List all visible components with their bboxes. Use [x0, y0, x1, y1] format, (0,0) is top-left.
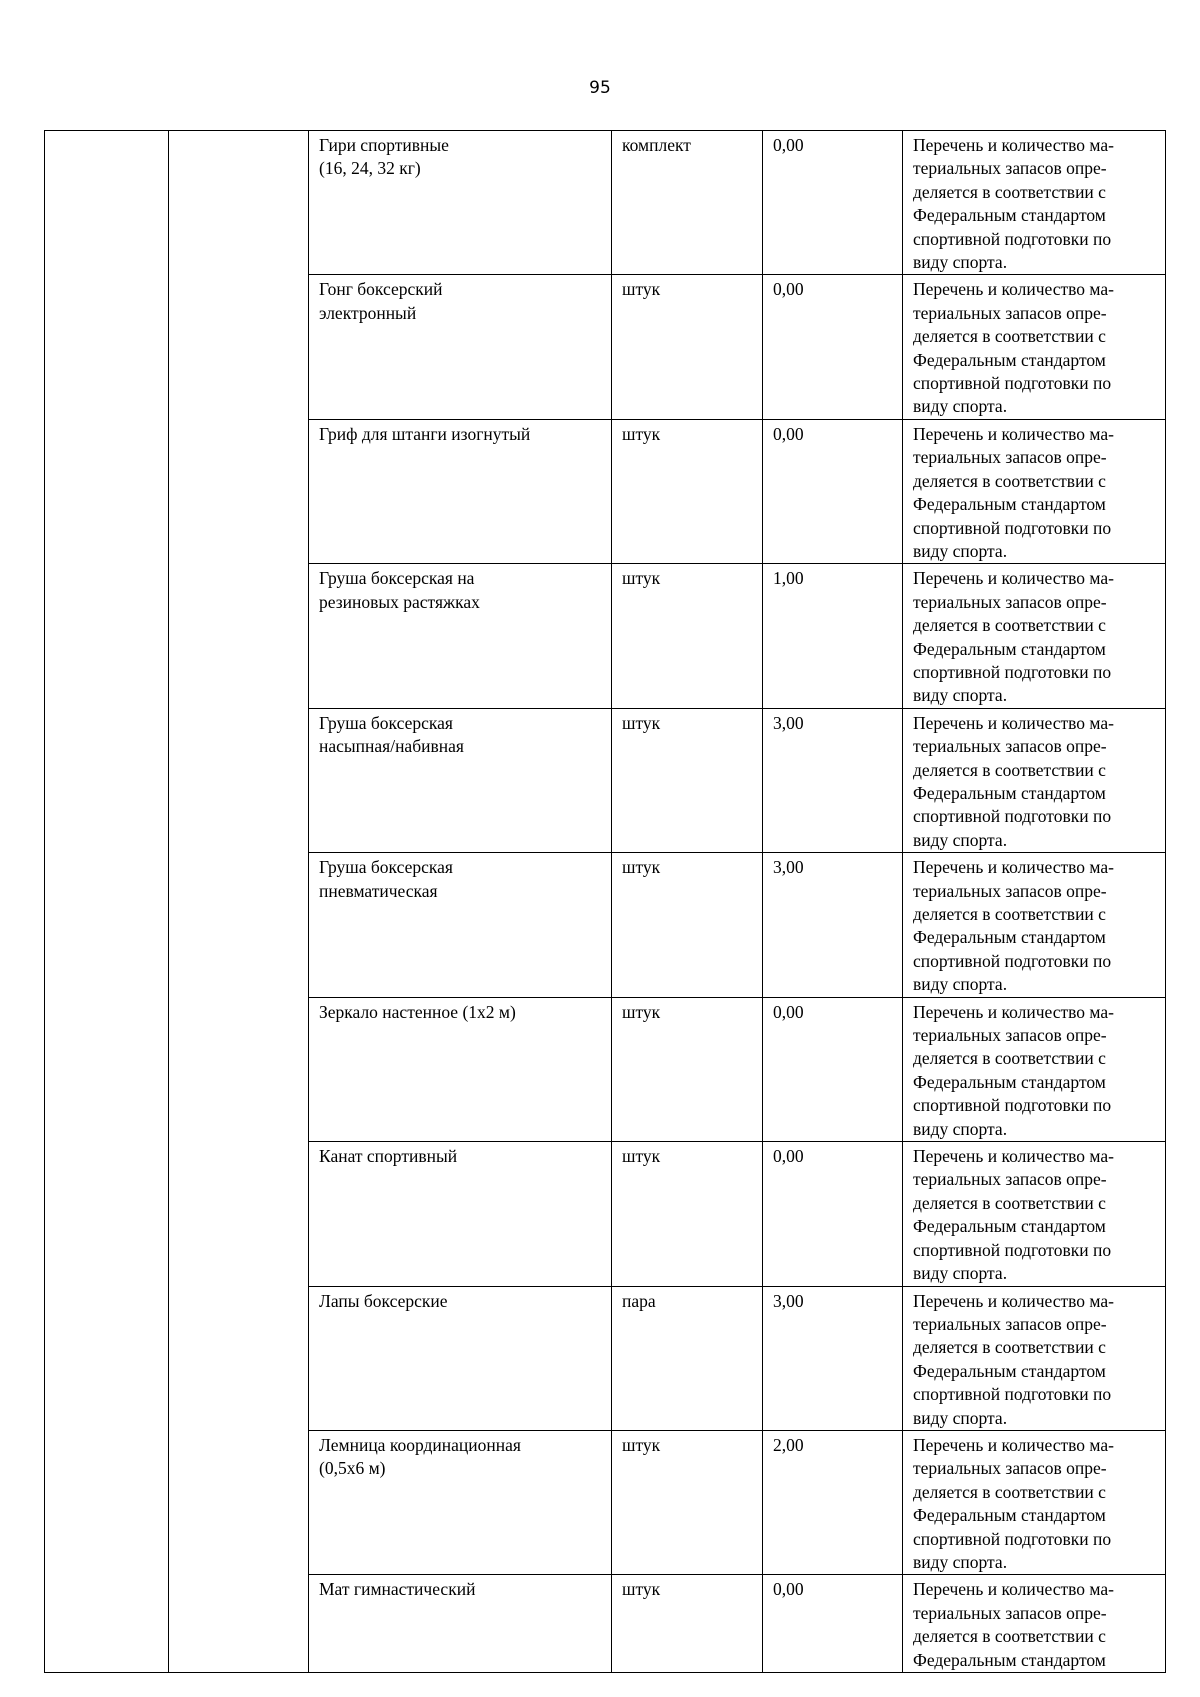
note-line: деляется в соответствии с [913, 759, 1106, 780]
note-cell [903, 1575, 1166, 1673]
note-line: деляется в соответствии с [913, 904, 1106, 924]
note-line: спортивной подготовки по [913, 950, 1112, 971]
note-line: виду спорта. [913, 974, 1008, 995]
quantity-cell [763, 708, 903, 852]
note-line: виду спорта. [913, 1263, 1008, 1284]
item-name-line: Лапы боксерские [319, 1290, 448, 1311]
note-line: териальных запасов опре- [913, 1602, 1107, 1623]
note-line: териальных запасов опре- [913, 302, 1107, 323]
note-line: Перечень и количество ма- [913, 1434, 1114, 1455]
item-name-line: Лемница координационная [319, 1434, 521, 1455]
note-line: спортивной подготовки по [913, 1095, 1112, 1116]
note-cell [903, 275, 1166, 419]
quantity-cell [763, 419, 903, 563]
quantity-text: 0,00 [773, 1579, 804, 1600]
blank-column-2 [169, 131, 309, 1673]
unit-cell [612, 708, 763, 852]
unit-cell [612, 1286, 763, 1430]
item-name-cell [309, 1430, 612, 1574]
unit-text: штук [622, 1001, 661, 1022]
unit-cell [612, 275, 763, 419]
note-line: Перечень и количество ма- [913, 1290, 1114, 1311]
item-name-cell [309, 708, 612, 852]
note-line: териальных запасов опре- [913, 1169, 1107, 1190]
note-line: Федеральным стандартом [913, 782, 1106, 803]
note-line: териальных запасов опре- [913, 1458, 1107, 1479]
note-line: Федеральным стандартом [913, 927, 1106, 948]
blank-column-1 [45, 131, 169, 1673]
item-name-cell [309, 419, 612, 563]
note-line: виду спорта. [913, 396, 1008, 417]
note-line: виду спорта. [913, 685, 1008, 706]
quantity-cell [763, 131, 903, 275]
note-line: спортивной подготовки по [913, 661, 1112, 682]
quantity-cell [763, 1575, 903, 1673]
quantity-text: 0,00 [773, 423, 804, 444]
note-line: виду спорта. [913, 829, 1008, 850]
item-name-line: насыпная/набивная [319, 736, 464, 757]
note-line: Перечень и количество ма- [913, 568, 1114, 589]
item-name-cell [309, 1142, 612, 1286]
note-line: деляется в соответствии с [913, 470, 1106, 491]
note-line: Федеральным стандартом [913, 349, 1106, 370]
item-name-cell [309, 564, 612, 708]
unit-text: штук [622, 423, 661, 444]
note-cell [903, 708, 1166, 852]
note-line: Федеральным стандартом [913, 1071, 1106, 1092]
unit-cell [612, 997, 763, 1141]
item-name-cell [309, 1286, 612, 1430]
note-line: деляется в соответствии с [913, 1337, 1106, 1358]
note-cell [903, 1430, 1166, 1574]
unit-text: штук [622, 857, 661, 878]
item-name-cell [309, 853, 612, 997]
note-line: спортивной подготовки по [913, 1384, 1112, 1405]
note-line: Перечень и количество ма- [913, 279, 1114, 300]
item-name-line: пневматическая [319, 880, 438, 901]
item-name-line: Гонг боксерский [319, 279, 443, 300]
unit-text: штук [622, 712, 661, 733]
unit-text: пара [622, 1290, 656, 1311]
unit-text: комплект [622, 135, 691, 155]
note-line: виду спорта. [913, 1118, 1008, 1139]
note-cell [903, 564, 1166, 708]
note-line: Перечень и количество ма- [913, 423, 1114, 444]
note-line: деляется в соответствии с [913, 181, 1106, 202]
item-name-line: Груша боксерская на [319, 568, 475, 589]
note-cell [903, 1142, 1166, 1286]
item-name-line: Гири спортивные [319, 135, 449, 155]
quantity-cell [763, 564, 903, 708]
item-name-line: электронный [319, 302, 417, 323]
table-body [45, 131, 1166, 1673]
note-line: териальных запасов опре- [913, 1025, 1107, 1046]
note-line: Федеральным стандартом [913, 1216, 1106, 1237]
item-name-cell [309, 1575, 612, 1673]
unit-cell [612, 1142, 763, 1286]
page-number: 95 [589, 78, 611, 98]
note-line: деляется в соответствии с [913, 1192, 1106, 1213]
unit-cell [612, 1430, 763, 1574]
unit-cell [612, 853, 763, 997]
unit-text: штук [622, 279, 661, 300]
item-name-cell [309, 997, 612, 1141]
table-row [45, 131, 1166, 275]
note-line: Федеральным стандартом [913, 638, 1106, 659]
item-name-line: Груша боксерская [319, 712, 453, 733]
note-line: виду спорта. [913, 1407, 1008, 1428]
note-cell [903, 1286, 1166, 1430]
item-name-line: Груша боксерская [319, 857, 453, 878]
item-name-cell [309, 275, 612, 419]
note-cell [903, 997, 1166, 1141]
note-line: териальных запасов опре- [913, 447, 1107, 468]
quantity-text: 3,00 [773, 712, 804, 733]
note-line: спортивной подготовки по [913, 1528, 1112, 1549]
item-name-line: (0,5х6 м) [319, 1458, 386, 1479]
unit-cell [612, 419, 763, 563]
note-line: териальных запасов опре- [913, 1313, 1107, 1334]
unit-text: штук [622, 1146, 661, 1167]
quantity-cell [763, 1430, 903, 1574]
note-line: териальных запасов опре- [913, 591, 1107, 612]
note-line: виду спорта. [913, 540, 1008, 561]
note-line: Перечень и количество ма- [913, 712, 1114, 733]
note-line: териальных запасов опре- [913, 880, 1107, 901]
quantity-text: 3,00 [773, 1290, 804, 1311]
equipment-table [44, 130, 1166, 1673]
quantity-cell [763, 1286, 903, 1430]
unit-cell [612, 131, 763, 275]
item-name-line: Мат гимнастический [319, 1579, 476, 1600]
quantity-cell [763, 853, 903, 997]
note-line: спортивной подготовки по [913, 373, 1112, 394]
quantity-text: 2,00 [773, 1434, 804, 1455]
note-line: Федеральным стандартом [913, 1505, 1106, 1526]
note-line: деляется в соответствии с [913, 1626, 1106, 1647]
item-name-line: Канат спортивный [319, 1146, 458, 1167]
quantity-text: 3,00 [773, 857, 804, 878]
quantity-cell [763, 1142, 903, 1286]
note-line: спортивной подготовки по [913, 1239, 1112, 1260]
item-name-line: Зеркало настенное (1х2 м) [319, 1001, 516, 1022]
item-name-cell [309, 131, 612, 275]
quantity-text: 0,00 [773, 279, 804, 300]
unit-text: штук [622, 1434, 661, 1455]
unit-text: штук [622, 1579, 661, 1600]
note-line: Перечень и количество ма- [913, 135, 1114, 155]
note-line: спортивной подготовки по [913, 517, 1112, 538]
quantity-text: 0,00 [773, 135, 804, 155]
note-cell [903, 131, 1166, 275]
note-line: Перечень и количество ма- [913, 857, 1114, 878]
quantity-text: 0,00 [773, 1146, 804, 1167]
unit-text: штук [622, 568, 661, 589]
item-name-line: резиновых растяжках [319, 591, 480, 612]
note-line: Федеральным стандартом [913, 1649, 1106, 1670]
note-line: Федеральным стандартом [913, 1360, 1106, 1381]
note-line: Перечень и количество ма- [913, 1001, 1114, 1022]
quantity-text: 1,00 [773, 568, 804, 589]
note-line: виду спорта. [913, 252, 1008, 273]
quantity-text: 0,00 [773, 1001, 804, 1022]
note-cell [903, 419, 1166, 563]
item-name-line: Гриф для штанги изогнутый [319, 423, 531, 444]
note-line: виду спорта. [913, 1551, 1008, 1572]
note-line: Перечень и количество ма- [913, 1579, 1114, 1600]
note-line: териальных запасов опре- [913, 736, 1107, 757]
note-line: деляется в соответствии с [913, 1048, 1106, 1069]
unit-cell [612, 1575, 763, 1673]
note-line: спортивной подготовки по [913, 806, 1112, 827]
note-line: Федеральным стандартом [913, 205, 1106, 226]
item-name-line: (16, 24, 32 кг) [319, 158, 421, 179]
quantity-cell [763, 275, 903, 419]
note-line: спортивной подготовки по [913, 228, 1112, 249]
note-cell [903, 853, 1166, 997]
quantity-cell [763, 997, 903, 1141]
note-line: деляется в соответствии с [913, 1481, 1106, 1502]
note-line: Перечень и количество ма- [913, 1146, 1114, 1167]
note-line: Федеральным стандартом [913, 494, 1106, 515]
unit-cell [612, 564, 763, 708]
note-line: деляется в соответствии с [913, 615, 1106, 636]
note-line: териальных запасов опре- [913, 158, 1107, 179]
note-line: деляется в соответствии с [913, 326, 1106, 347]
